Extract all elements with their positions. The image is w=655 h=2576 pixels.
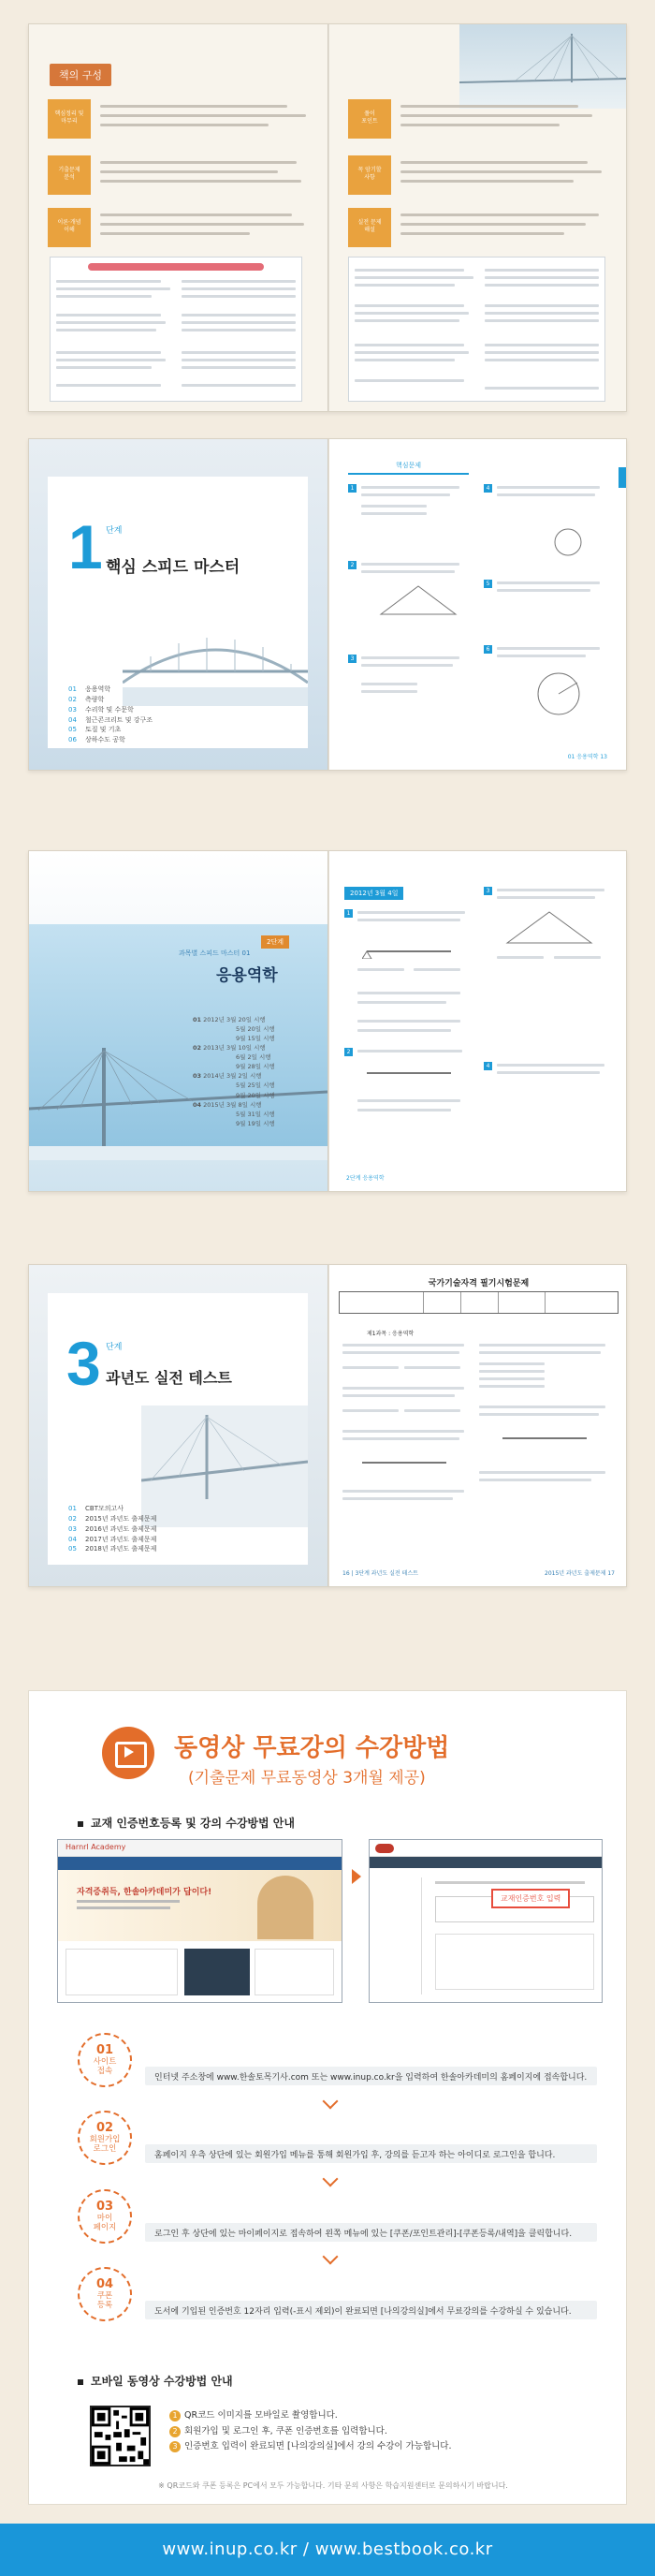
toc-item: 02 2015년 과년도 출제문제 — [68, 1514, 157, 1523]
guide-step — [78, 2111, 597, 2178]
site-brand: Harnrl Academy — [66, 1843, 126, 1851]
feature-label: 꼭 암기할 사항 — [348, 155, 391, 195]
schedule-group: 01 2012년 3월 20일 시행 5월 20일 시행 9월 15일 시행 — [193, 1016, 275, 1043]
bridge-illustration — [141, 1406, 308, 1527]
cover-title: 응용역학 — [216, 966, 278, 985]
guide-step — [78, 2189, 597, 2257]
step-badge: 03 마이 페이지 — [78, 2189, 132, 2244]
step-description: 로그인 후 상단에 있는 마이페이지로 접속하여 왼쪽 메뉴에 있는 [쿠폰/포인트관리]-[쿠폰등록/내역]을 클릭합니다. — [145, 2223, 597, 2242]
step-description: 인터넷 주소창에 www.한솔토목기사.com 또는 www.inup.co.kr을 입력하여 한솔아카데미의 홈페이지에 접속합니다. — [145, 2067, 597, 2085]
guide-step — [78, 2033, 597, 2100]
step1-question-page: 핵심문제 1 2 3 4 5 6 01 응용역학 13 — [329, 439, 627, 770]
step3-spread — [28, 1264, 627, 1587]
feature-block — [48, 99, 310, 139]
schedule-group: 03 2014년 3월 2일 시행 5월 25일 시행 9월 20일 시행 — [193, 1072, 275, 1099]
guide-note: ※ QR코드와 쿠폰 등록은 PC에서 모두 가능합니다. 기타 문의 사항은 학습지원센터로 문의하시기 바랍니다. — [158, 2481, 508, 2490]
toc-item: 03 2016년 과년도 출제문제 — [68, 1524, 157, 1533]
toc-item: 05 2018년 과년도 출제문제 — [68, 1545, 157, 1553]
arrow-right-icon — [352, 1869, 361, 1884]
page-footer-left: 16 | 3단계 과년도 실전 테스트 — [342, 1570, 418, 1577]
section-heading: 교재 인증번호등록 및 강의 수강방법 안내 — [78, 1815, 295, 1831]
guide-step — [78, 2267, 597, 2334]
toc-item: 02 측량학 — [68, 695, 105, 703]
cover-title: 핵심 스피드 마스터 — [106, 558, 240, 577]
step-badge: 01 사이트 접속 — [78, 2033, 132, 2087]
bridge-header-image — [459, 24, 627, 109]
step-ribbon: 2단계 — [261, 935, 289, 949]
step3-exam-page — [329, 1265, 627, 1586]
mobile-steps-list — [169, 2408, 452, 2455]
step2-cover-page — [29, 851, 328, 1191]
structure-right-page — [329, 24, 627, 411]
page-footer: 2단계 응용역학 — [346, 1175, 385, 1182]
section-heading: 모바일 동영상 수강방법 안내 — [78, 2373, 233, 2389]
auth-code-input-highlight[interactable]: 교재인증번호 입력 — [491, 1889, 570, 1908]
feature-label: 실전 문제 해설 — [348, 208, 391, 247]
step3-cover-page — [29, 1265, 328, 1586]
step2-spread — [28, 850, 627, 1192]
sample-page-thumbnail — [50, 257, 302, 402]
feature-block — [348, 155, 610, 195]
step-badge: 02 회원가입 로그인 — [78, 2111, 132, 2165]
step2-question-page: 2012년 3월 4일 1 2 3 4 2단계 응용역학 — [329, 851, 627, 1191]
mobile-step: 1 QR코드 이미지를 모바일로 촬영합니다. — [169, 2408, 452, 2424]
sample-page-thumbnail — [348, 257, 605, 402]
schedule-group: 04 2015년 3월 8일 시행 5월 31일 시행 9월 19일 시행 — [193, 1100, 275, 1127]
toc-item: 06 상하수도 공학 — [68, 736, 125, 744]
step-description: 도서에 기입된 인증번호 12자리 입력(-표시 제외)이 완료되면 [나의강의실]에서 무료강의를 수강하실 수 있습니다. — [145, 2301, 597, 2319]
site-url-footer[interactable]: www.inup.co.kr / www.bestbook.co.kr — [0, 2524, 655, 2576]
toc-item: 01 응용역학 — [68, 685, 111, 693]
feature-block — [48, 155, 310, 195]
feature-label: 핵심정리 및 마무리 — [48, 99, 91, 139]
step-badge: 04 쿠폰 등록 — [78, 2267, 132, 2321]
toc-item: 05 토질 및 기초 — [68, 726, 122, 734]
page-footer-right: 2015년 과년도 출제문제 17 — [545, 1570, 615, 1577]
toc-item: 03 수리학 및 수문학 — [68, 705, 134, 714]
toc-item: 01 CBT모의고사 — [68, 1505, 124, 1512]
cover-subtitle: 과목별 스피드 마스터 01 — [179, 949, 251, 957]
step-number: 1 — [68, 512, 103, 581]
exam-date-tag: 2012년 3월 4일 — [344, 887, 403, 900]
page-footer: 01 응용역학 13 — [567, 754, 607, 760]
exam-info-table — [339, 1291, 619, 1314]
bridge-illustration — [29, 1043, 328, 1160]
exam-schedule — [193, 1015, 275, 1128]
coupon-page-screenshot — [369, 1839, 603, 2003]
exam-sheet-title: 국가기술자격 필기시험문제 — [428, 1279, 530, 1288]
step-word: 단계 — [106, 526, 123, 536]
feature-block — [348, 99, 610, 139]
video-play-icon — [102, 1727, 154, 1779]
guide-title: 동영상 무료강의 수강방법 — [174, 1734, 450, 1762]
table-of-contents — [68, 684, 153, 745]
book-structure-spread — [28, 23, 627, 412]
structure-left-page — [29, 24, 328, 411]
step-description: 홈페이지 우측 상단에 있는 회원가입 메뉴를 통해 회원가입 후, 강의를 듣고자 하는 아이디로 로그인을 합니다. — [145, 2144, 597, 2163]
feature-block — [348, 208, 610, 247]
step1-cover-page — [29, 439, 328, 770]
toc-item: 04 2017년 과년도 출제문제 — [68, 1535, 157, 1543]
homepage-screenshot — [57, 1839, 342, 2003]
feature-block — [48, 208, 310, 247]
exam-section-label: 제1과목 : 응용역학 — [367, 1331, 415, 1337]
step1-spread — [28, 438, 627, 771]
question-header: 핵심문제 — [348, 458, 469, 475]
step-number: 3 — [66, 1329, 101, 1398]
qr-code[interactable] — [90, 2406, 151, 2466]
guide-subtitle: (기출문제 무료동영상 3개월 제공) — [188, 1769, 426, 1788]
structure-tab-badge: 책의 구성 — [50, 64, 111, 86]
table-of-contents — [68, 1504, 156, 1554]
video-lecture-guide — [28, 1690, 627, 2505]
step-word: 단계 — [106, 1343, 123, 1352]
feature-label: 이론·개념 이해 — [48, 208, 91, 247]
schedule-group: 02 2013년 3월 10일 시행 6월 2일 시행 9월 28일 시행 — [193, 1044, 275, 1071]
cover-title: 과년도 실전 테스트 — [106, 1369, 232, 1387]
mobile-step: 3 인증번호 입력이 완료되면 [나의강의실]에서 강의 수강이 가능합니다. — [169, 2439, 452, 2455]
chapter-side-tab — [619, 467, 627, 488]
banner-headline: 자격증취득, 한솔아카데미가 답이다! — [77, 1888, 212, 1897]
feature-label: 기출문제 분석 — [48, 155, 91, 195]
mobile-step: 2 회원가입 및 로그인 후, 쿠폰 인증번호를 입력합니다. — [169, 2424, 452, 2440]
toc-item: 04 철근콘크리트 및 강구조 — [68, 715, 153, 724]
feature-label: 풀이 포인트 — [348, 99, 391, 139]
